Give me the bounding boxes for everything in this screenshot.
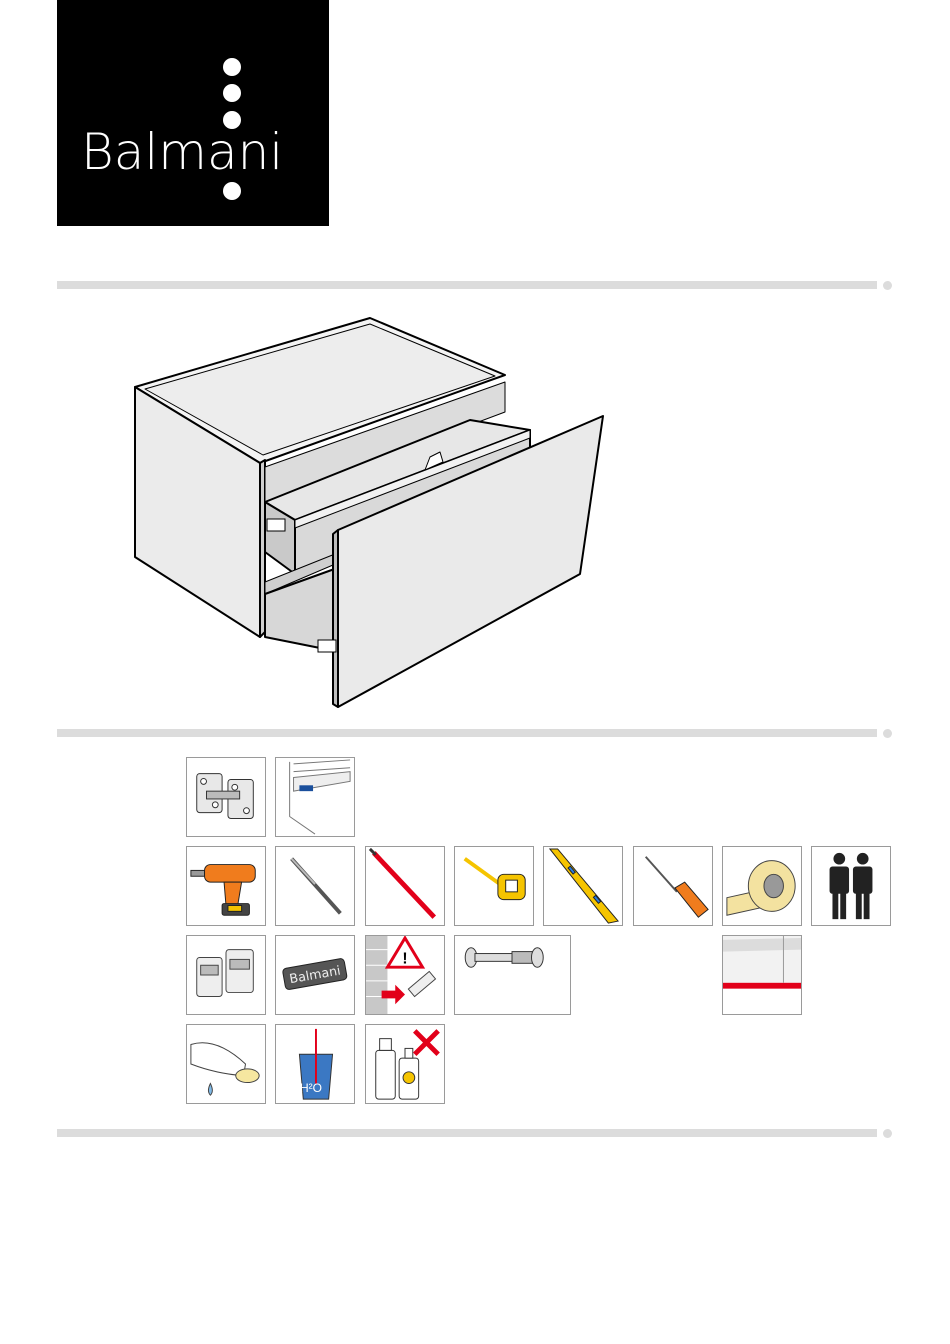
logo-dot [223, 84, 241, 102]
wipe-dry-icon [186, 1024, 266, 1104]
no-chemicals-icon [365, 1024, 445, 1104]
badge-text: Balmani [288, 962, 342, 987]
section-divider [57, 729, 877, 737]
water-label: H²O [300, 1081, 322, 1095]
divider-dot [883, 1129, 892, 1138]
divider-dot [883, 729, 892, 738]
divider-dot [883, 281, 892, 290]
mounting-plates-icon [186, 935, 266, 1015]
drill-bit-icon [275, 846, 355, 926]
drawer-rail-icon [275, 757, 355, 837]
two-persons-icon [811, 846, 891, 926]
cordless-drill-icon [186, 846, 266, 926]
hinge-plates-icon [186, 757, 266, 837]
pencil-icon [365, 846, 445, 926]
section-divider [57, 281, 877, 289]
connector-bolt-icon [454, 935, 571, 1015]
svg-text:!: ! [402, 950, 408, 968]
water-icon [275, 1024, 355, 1104]
logo-dot [223, 58, 241, 76]
tape-measure-icon [454, 846, 534, 926]
registered-mark: ® [349, 128, 355, 135]
brand-logo [57, 0, 355, 226]
cabinet-illustration [125, 312, 610, 712]
brand-name: Balmani [81, 123, 284, 181]
screwdriver-icon [633, 846, 713, 926]
masking-tape-icon [722, 846, 802, 926]
section-divider [57, 1129, 877, 1137]
brand-badge-icon [275, 935, 355, 1015]
spirit-level-icon [543, 846, 623, 926]
wall-anchor-warning-icon [365, 935, 445, 1015]
logo-dot [223, 182, 241, 200]
seal-strip-icon [722, 935, 802, 1015]
